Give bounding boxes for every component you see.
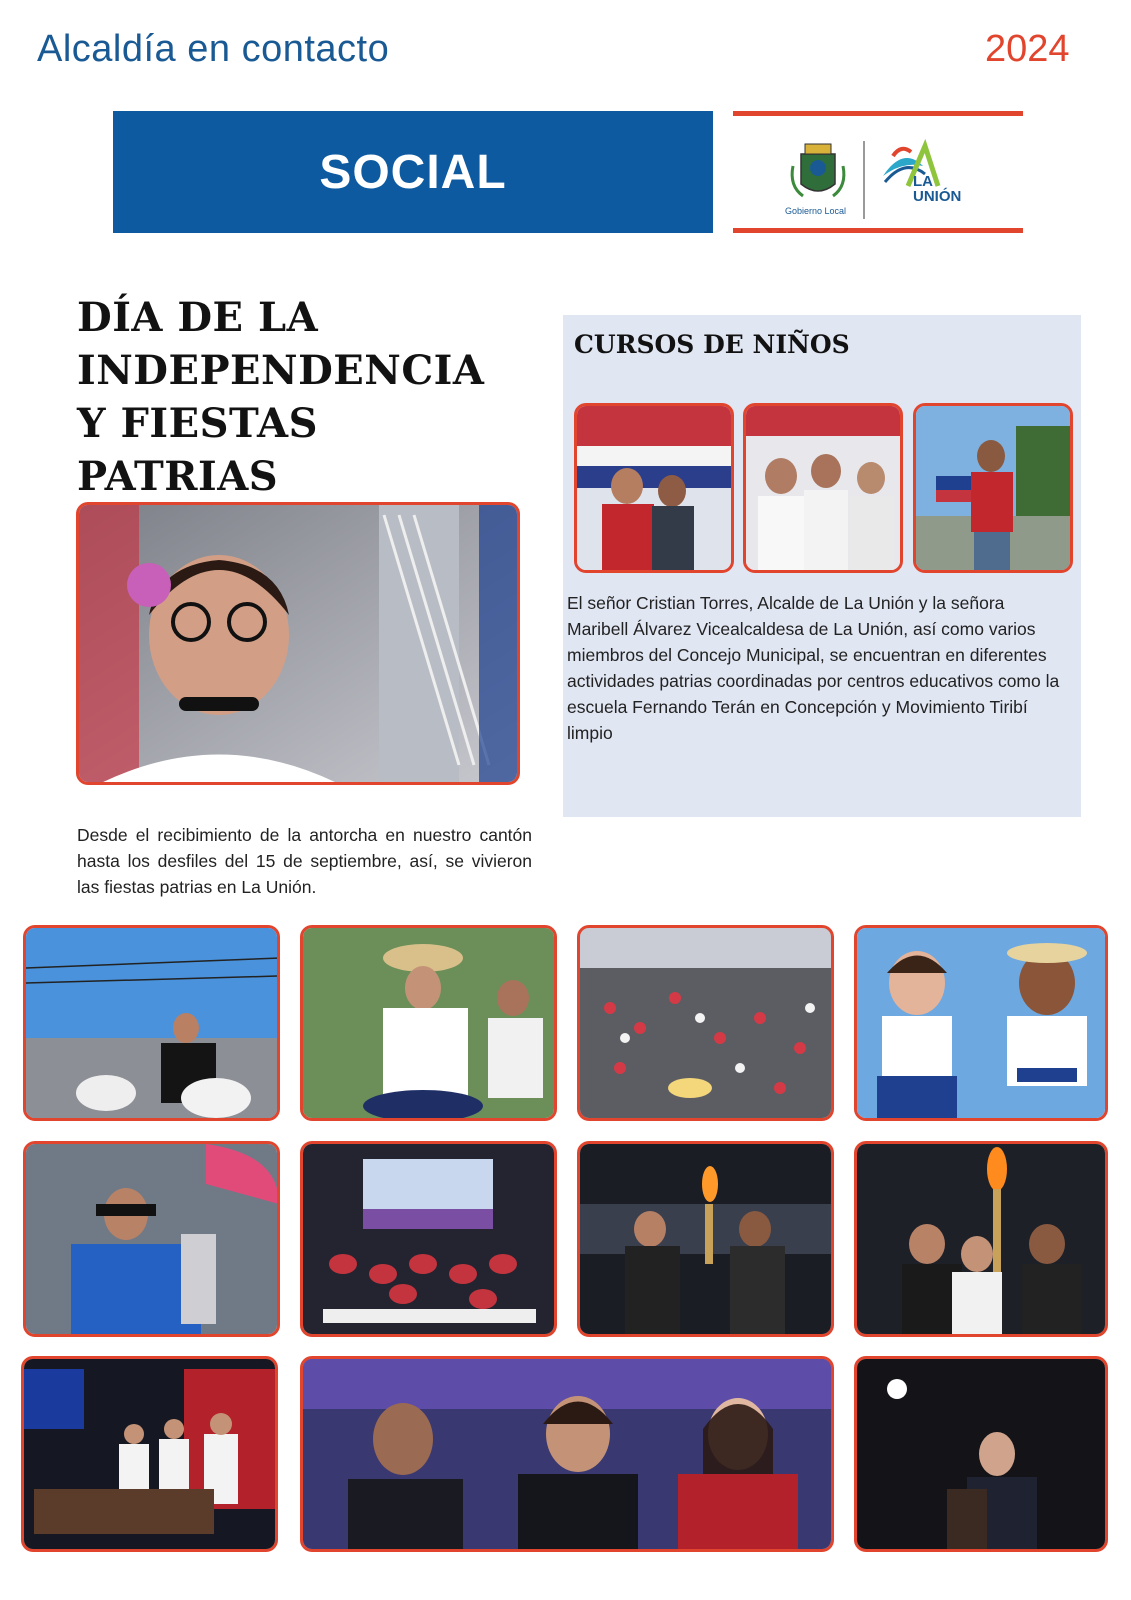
logo-bottom-rule: [733, 228, 1023, 233]
publication-year: 2024: [985, 28, 1070, 70]
gallery-photo-2: [300, 925, 557, 1121]
logo-caption: Gobierno Local: [784, 206, 847, 216]
gallery-photo-3: [577, 925, 834, 1121]
gallery-photo-9: [21, 1356, 278, 1552]
gallery-photo-4: [854, 925, 1108, 1121]
sidebar-photo-1: [574, 403, 734, 573]
gallery-photo-1: [23, 925, 280, 1121]
publication-title: Alcaldía en contacto: [37, 28, 390, 70]
section-banner: [113, 111, 713, 233]
gallery-photo-8: [854, 1141, 1108, 1337]
sidebar-photo-2: [743, 403, 903, 573]
brand-line-2: UNIÓN: [913, 188, 962, 205]
sidebar-photo-3: [913, 403, 1073, 573]
gallery-photo-11: [854, 1356, 1108, 1552]
article-title: DÍA DE LA INDEPENDENCIA Y FIESTAS PATRIAS: [77, 294, 485, 500]
gallery-photo-6: [300, 1141, 557, 1337]
gallery-photo-10: [300, 1356, 834, 1552]
gallery-photo-5: [23, 1141, 280, 1337]
article-lead: Desde el recibimiento de la antorcha en nuestro cantón hasta los desfiles del 15 de septiembre, así, se vivieron las fiestas patrias en La Unión.: [77, 825, 532, 897]
sidebar-body: El señor Cristian Torres, Alcalde de La Unión y la señora Maribell Álvarez Vicealcaldesa de La Unión, así como varios miembros del Concejo Municipal, se encuentran en diferentes actividades patrias coordinadas por centros educativos como la escuela Fernando Terán en Concepción y Movimiento Tiribí limpio: [567, 593, 1060, 743]
section-label: SOCIAL: [319, 145, 507, 199]
brand-line-1: LA: [913, 173, 933, 190]
featured-photo: [76, 502, 520, 785]
brand-name: [913, 174, 961, 204]
gallery-photo-7: [577, 1141, 834, 1337]
municipal-logo-block: [733, 111, 1023, 233]
sidebar-title: CURSOS DE NIÑOS: [574, 330, 850, 359]
logo-divider: [863, 141, 865, 219]
